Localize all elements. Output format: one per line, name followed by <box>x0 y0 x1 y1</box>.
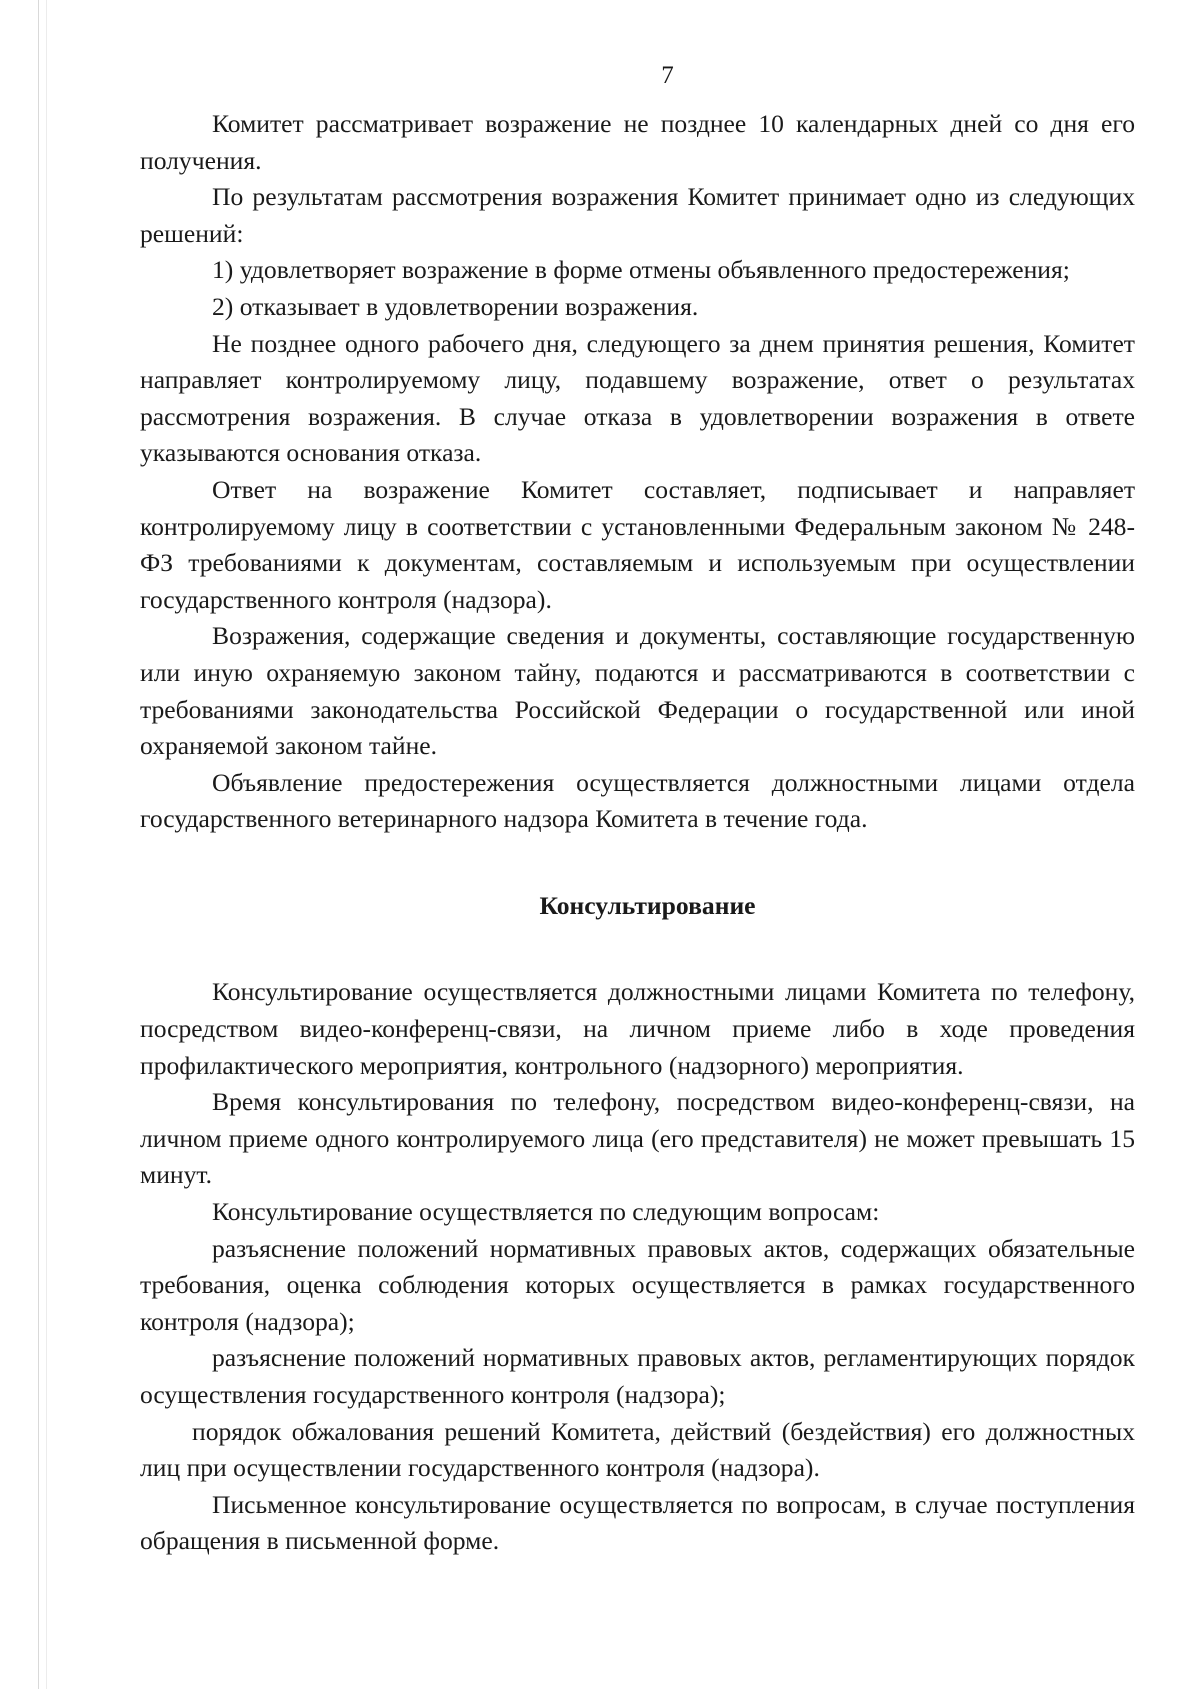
paragraph: Письменное консультирование осуществляется по вопросам, в случае поступления обращения в письменной форме. <box>140 1489 1135 1556</box>
list-item: 1) удовлетворяет возражение в форме отмены объявленного предостережения; <box>212 255 1070 285</box>
section-heading: Консультирование <box>539 890 756 920</box>
paragraph: Не позднее одного рабочего дня, следующего за днем принятия решения, Комитет направляет контролируемому лицу, подавшему возражение, ответ о результатах рассмотрения возражения. В случае отказа в удовлетворении возражения в ответе указываются основания отказа. <box>140 328 1135 468</box>
paragraph: По результатам рассмотрения возражения Комитет принимает одно из следующих решений: <box>140 182 1135 248</box>
section-objection-review <box>140 106 1135 838</box>
page-number: 7 <box>661 62 674 89</box>
list-item: 2) отказывает в удовлетворении возражения. <box>212 291 699 321</box>
list-item: разъяснение положений нормативных правовых актов, содержащих обязательные требования, оценка соблюдения которых осуществляется в рамках государственного контроля (надзора); <box>140 1233 1135 1336</box>
paragraph: Консультирование осуществляется должностными лицами Комитета по телефону, посредством видео-конференц-связи, на личном приеме либо в ходе проведения профилактического мероприятия, контрольного (надзорного) мероприятия. <box>140 977 1135 1080</box>
document-page <box>140 58 1135 1560</box>
list-item: разъяснение положений нормативных правовых актов, регламентирующих порядок осуществления государственного контроля (надзора); <box>140 1343 1135 1409</box>
scan-edge-line <box>38 0 39 1689</box>
section-consulting <box>140 974 1135 1560</box>
scan-edge-line-inner <box>46 0 47 1689</box>
paragraph: Консультирование осуществляется по следующим вопросам: <box>212 1197 880 1227</box>
paragraph: Комитет рассматривает возражение не позднее 10 календарных дней со дня его получения. <box>140 109 1135 175</box>
paragraph: Время консультирования по телефону, посредством видео-конференц-связи, на личном приеме одного контролируемого лица (его представителя) не может превышать 15 минут. <box>140 1087 1135 1190</box>
list-item: порядок обжалования решений Комитета, действий (бездействия) его должностных лиц при осуществлении государственного контроля (надзора). <box>140 1416 1135 1483</box>
paragraph: Возражения, содержащие сведения и документы, составляющие государственную или иную охраняемую законом тайну, подаются и рассматриваются в соответствии с требованиями законодательства Российской Федерации о государственной или иной охраняемой законом тайне. <box>140 621 1135 761</box>
paragraph: Объявление предостережения осуществляется должностными лицами отдела государственного ветеринарного надзора Комитета в течение года. <box>140 767 1135 834</box>
paragraph: Ответ на возражение Комитет составляет, подписывает и направляет контролируемому лицу в соответствии с установленными Федеральным законом № 248-ФЗ требованиями к документам, составляемым и используемым при осуществлении государственного контроля (надзора). <box>140 474 1135 614</box>
